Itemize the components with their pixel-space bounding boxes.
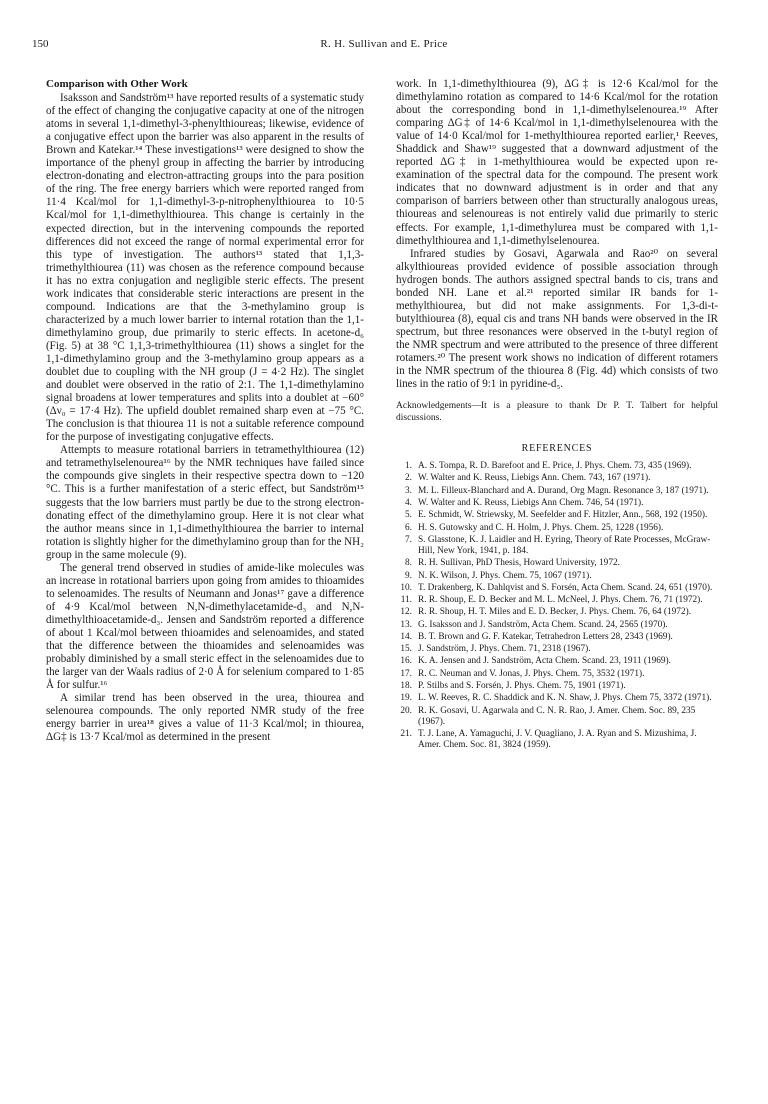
reference-item	[396, 486, 718, 497]
reference-text: R. H. Sullivan, PhD Thesis, Howard University, 1972.	[418, 558, 620, 569]
reference-item	[396, 729, 718, 751]
reference-text: T. Drakenberg, K. Dahlqvist and S. Forsén, Acta Chem. Scand. 24, 651 (1970).	[418, 582, 713, 593]
reference-item	[396, 535, 718, 557]
reference-item	[396, 644, 718, 655]
reference-text: R. R. Shoup, H. T. Miles and E. D. Becker, J. Phys. Chem. 76, 64 (1972).	[418, 607, 692, 618]
reference-text: M. L. Filleux-Blanchard and A. Durand, Org Magn. Resonance 3, 187 (1971).	[418, 485, 709, 496]
reference-number: 20.	[400, 705, 412, 716]
reference-item	[396, 595, 718, 606]
reference-item	[396, 693, 718, 704]
reference-number: 13.	[400, 619, 412, 630]
reference-text: W. Walter and K. Reuss, Liebigs Ann. Chem. 743, 167 (1971).	[418, 473, 651, 484]
reference-item	[396, 706, 718, 728]
reference-number: 7.	[405, 534, 412, 545]
reference-text: J. Sandström, J. Phys. Chem. 71, 2318 (1967).	[418, 644, 591, 655]
reference-number: 4.	[405, 498, 412, 509]
reference-number: 6.	[405, 522, 412, 533]
reference-number: 3.	[405, 485, 412, 496]
reference-number: 9.	[405, 570, 412, 581]
reference-text: R. C. Neuman and V. Jonas, J. Phys. Chem. 75, 3532 (1971).	[418, 668, 645, 679]
reference-item	[396, 510, 718, 521]
reference-number: 2.	[405, 473, 412, 484]
reference-number: 14.	[400, 631, 412, 642]
reference-text: B. T. Brown and G. F. Katekar, Tetrahedron Letters 28, 2343 (1969).	[418, 631, 673, 642]
reference-item	[396, 558, 718, 569]
body-paragraph: Isaksson and Sandström¹³ have reported results of a systematic study of the effect of changing the conjugative capacity at one of the nitrogen atoms in several 1,1-dimethyl-3-phenylthioureas; likewise, evidence of a conjugative effect upon the barrier was also apparent in the results of Brown and Katekar.¹⁴ These investigations¹³ were designed to show the importance of the phenyl group in affecting the barrier by introducing electron-donating and electron-attracting groups into the para position of the ring. The free energy barriers which were reported ranged from 11·4 Kcal/mol for 1,1-dimethyl-3-p-nitrophenylthiourea to 10·5 Kcal/mol for 1,1-dimethylthiourea. This change is certainly in the expected direction, but in the intervening compounds the reported differences did not exceed the range of normal experimental error for this type of investigation. The authors¹³ stated that 1,1,3-trimethylthiourea (11) was chosen as the reference compound because it has no extra conjugation and negligible steric effects. The present work indicates that considerable steric interactions are present in the compound. Indications are that the 3-methylamino group is characterized by a much lower barrier to internal rotation than the 1,1-dimethylamino group, due primarily to steric effects. In acetone-d₆ (Fig. 5) at 38 °C 1,1,3-trimethylthiourea (11) shows a singlet for the 1,1-dimethylamino group and the 3-methylamino group appears as a doublet due to coupling with the NH group (J = 4·2 Hz). The singlet and doublet were observed in the ratio of 2:1. The 1,1-dimethylamino signal broadens at lower temperatures and splits into a doublet at −60° (Δν₀ = 17·4 Hz). The upfield doublet remained sharp even at −75 °C. The conclusion is that thiourea 11 is not a suitable reference compound for the purpose of investigating conjugative effects.	[46, 92, 364, 444]
reference-item	[396, 669, 718, 680]
section-heading: Comparison with Other Work	[46, 78, 188, 90]
reference-text: H. S. Gutowsky and C. H. Holm, J. Phys. Chem. 25, 1228 (1956).	[418, 522, 664, 533]
body-paragraph: Attempts to measure rotational barriers in tetramethylthiourea (12) and tetramethylselenourea¹⁶ by the NMR techniques have failed since the compounds give singlets in their respective spectra down to −120 °C. This is a further manifestation of a steric effect, but Sandström¹⁵ suggests that the low barriers must partly be due to the strong electron-donating effect of the dimethylamino group. Here it is not clear what the author means since in 1,1-dimethylthiourea the barrier to internal rotation is slightly higher for the dimethylamino group than for the NH₂ group in the same molecule (9).	[46, 444, 364, 561]
reference-text: A. S. Tompa, R. D. Barefoot and E. Price, J. Phys. Chem. 73, 435 (1969).	[418, 461, 692, 472]
page-number: 150	[32, 38, 49, 50]
reference-item	[396, 583, 718, 594]
acknowledgements: Acknowledgements—It is a pleasure to thank Dr P. T. Talbert for helpful discussions.	[396, 401, 718, 423]
reference-text: S. Glasstone, K. J. Laidler and H. Eyring, Theory of Rate Processes, McGraw-Hill, New York, 1941, p. 184.	[418, 534, 711, 556]
right-column	[396, 78, 718, 752]
reference-number: 15.	[400, 644, 412, 655]
reference-item	[396, 461, 718, 472]
reference-item	[396, 473, 718, 484]
reference-item	[396, 498, 718, 509]
reference-text: T. J. Lane, A. Yamaguchi, J. V. Quagliano, J. A. Ryan and S. Mizushima, J. Amer. Chem. Soc. 81, 3824 (1959).	[418, 728, 697, 751]
references-heading: REFERENCES	[521, 443, 593, 455]
reference-text: R. K. Gosavi, U. Agarwala and C. N. R. Rao, J. Amer. Chem. Soc. 89, 235 (1967).	[418, 705, 696, 727]
body-paragraph: work. In 1,1-dimethylthiourea (9), ΔG‡ is 12·6 Kcal/mol for the dimethylamino rotation as compared to 14·6 Kcal/mol for the rotation about the corresponding bond in 1,1-dimethylselenourea.¹⁹ After comparing ΔG‡ of 14·6 Kcal/mol in 1,1-dimethylselenourea with the value of 14·0 Kcal/mol for 1-methylthiourea reported earlier,¹ Reeves, Shaddick and Shaw¹⁹ suggested that a downward adjustment of the reported ΔG‡ in 1-methylthiourea would be expected upon re-examination of the spectral data for the compound. The present work indicates that no downward adjustment is in order and that any comparison of barriers between other than structurally analogous ureas, thioureas and selenoureas is not entirely valid due primarily to steric effects. For example, 1,1-dimethylurea must be compared with 1,1-dimethylthiourea and 1,1-dimethylselenourea.	[396, 78, 718, 247]
reference-text: W. Walter and K. Reuss, Liebigs Ann Chem. 746, 54 (1971).	[418, 498, 644, 509]
reference-number: 8.	[405, 558, 412, 569]
reference-item	[396, 620, 718, 631]
reference-number: 11.	[400, 595, 412, 606]
reference-number: 10.	[400, 582, 412, 593]
reference-text: K. A. Jensen and J. Sandström, Acta Chem. Scand. 23, 1911 (1969).	[418, 656, 671, 667]
reference-number: 5.	[405, 510, 412, 521]
reference-text: R. R. Shoup, E. D. Becker and M. L. McNeel, J. Phys. Chem. 76, 71 (1972).	[418, 595, 703, 606]
reference-item	[396, 607, 718, 618]
body-paragraph: Infrared studies by Gosavi, Agarwala and Rao²⁰ on several alkylthioureas provided evidence of possible association through hydrogen bonds. The authors assigned spectral bands to cis, trans and bonded NH. Lane et al.²¹ reported similar IR bands for 1-methylthiourea, but did not make assignments. For 1,3-di-t-butylthiourea (8), equal cis and trans NH bands were observed in the IR spectrum, but three resonances were observed in the t-butyl region of the NMR spectrum and were attributed to the presence of three different rotamers.²⁰ The present work shows no indication of different rotamers in the NMR spectrum of the thiourea 8 (Fig. 4d) which consists of two lines in the ratio of 9:1 in pyridine-d₅.	[396, 247, 718, 391]
reference-text: P. Stilbs and S. Forsén, J. Phys. Chem. 75, 1901 (1971).	[418, 681, 626, 692]
reference-number: 19.	[400, 693, 412, 704]
body-paragraph: A similar trend has been observed in the urea, thiourea and selenourea compounds. The only reported NMR study of the free energy barrier in urea¹⁸ gives a value of 11·3 Kcal/mol; in thiourea, ΔG‡ is 13·7 Kcal/mol as determined in the present	[46, 692, 364, 744]
reference-item	[396, 681, 718, 692]
reference-number: 18.	[400, 681, 412, 692]
reference-number: 21.	[400, 728, 412, 739]
reference-list	[396, 461, 718, 751]
reference-text: N. K. Wilson, J. Phys. Chem. 75, 1067 (1971).	[418, 570, 592, 581]
reference-number: 1.	[405, 461, 412, 472]
running-head: R. H. Sullivan and E. Price	[320, 38, 448, 50]
body-paragraph: The general trend observed in studies of amide-like molecules was an increase in rotational barriers upon going from amides to thioamides to selenoamides. The results of Neumann and Jonas¹⁷ gave a difference of 4·9 Kcal/mol between N,N-dimethylacetamide-d₃ and N,N-dimethylthioacetamide-d₃. Jensen and Sandström reported a difference of about 1 Kcal/mol between thioamides and selenoamides, and stated that the difference between the thioamides and selenoamides was probably diminished by a small steric effect in the selenoamides due to the larger van der Waals radius of 2·0 Å for selenium compared to 1·85 Å for sulfur.¹⁶	[46, 561, 364, 692]
reference-text: G. Isaksson and J. Sandström, Acta Chem. Scand. 24, 2565 (1970).	[418, 619, 668, 630]
reference-text: E. Schmidt, W. Striewsky, M. Seefelder and F. Hitzler, Ann., 568, 192 (1950).	[418, 510, 708, 521]
reference-number: 17.	[400, 668, 412, 679]
reference-item	[396, 571, 718, 582]
reference-number: 12.	[400, 607, 412, 618]
reference-item	[396, 656, 718, 667]
reference-number: 16.	[400, 656, 412, 667]
reference-item	[396, 632, 718, 643]
reference-item	[396, 523, 718, 534]
reference-text: L. W. Reeves, R. C. Shaddick and K. N. Shaw, J. Phys. Chem 75, 3372 (1971).	[418, 693, 712, 704]
left-column	[46, 78, 364, 744]
